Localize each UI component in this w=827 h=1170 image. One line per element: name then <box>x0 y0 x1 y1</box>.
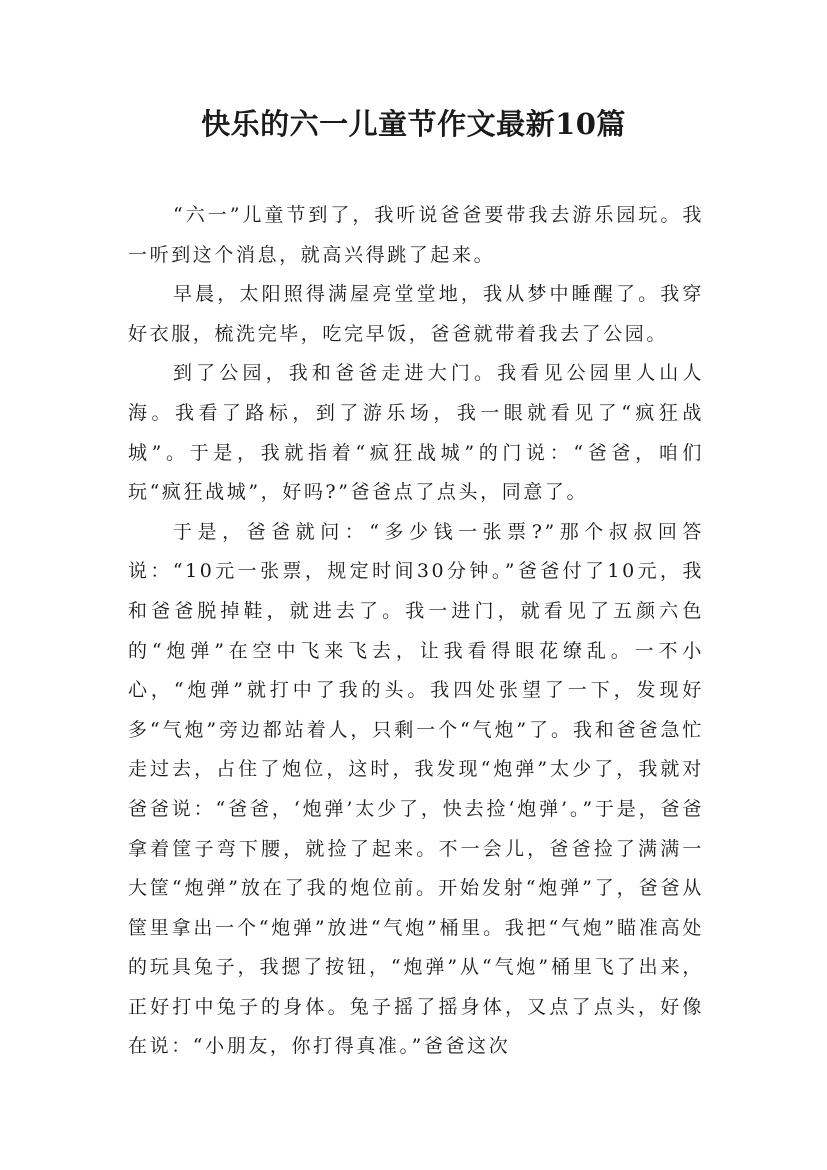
document-title: 快乐的六一儿童节作文最新10篇 <box>201 107 626 141</box>
document-body <box>128 196 704 1067</box>
paragraph-3: 到了公园，我和爸爸走进大门。我看见公园里人山人海。我看了路标，到了游乐场，我一眼就看见了“疯狂战城”。于是，我就指着“疯狂战城”的门说：“爸爸，咱们玩“疯狂战城”，好吗?”爸爸点了点头，同意了。 <box>128 362 704 504</box>
paragraph-4: 于是，爸爸就问：“多少钱一张票?”那个叔叔回答说：“10元一张票，规定时间30分钟。”爸爸付了10元，我和爸爸脱掉鞋，就进去了。我一进门，就看见了五颜六色的“炮弹”在空中飞来飞去，让我看得眼花缭乱。一不小心，“炮弹”就打中了我的头。我四处张望了一下，发现好多“气炮”旁边都站着人，只剩一个“气炮”了。我和爸爸急忙走过去，占住了炮位，这时，我发现“炮弹”太少了，我就对爸爸说：“爸爸，‘炮弹’太少了，快去捡‘炮弹’。”于是，爸爸拿着筐子弯下腰，就捡了起来。不一会儿，爸爸捡了满满一大筐“炮弹”放在了我的炮位前。开始发射“炮弹”了，爸爸从筐里拿出一个“炮弹”放进“气炮”桶里。我把“气炮”瞄准高处的玩具兔子，我摁了按钮，“炮弹”从“气炮”桶里飞了出来，正好打中兔子的身体。兔子摇了摇身体，又点了点头，好像在说：“小朋友，你打得真准。”爸爸这次 <box>128 520 704 1058</box>
paragraph-1: “六一”儿童节到了，我听说爸爸要带我去游乐园玩。我一听到这个消息，就高兴得跳了起来。 <box>128 204 704 266</box>
paragraph-2: 早晨，太阳照得满屋亮堂堂地，我从梦中睡醒了。我穿好衣服，梳洗完毕，吃完早饭，爸爸就带着我去了公园。 <box>128 283 704 345</box>
